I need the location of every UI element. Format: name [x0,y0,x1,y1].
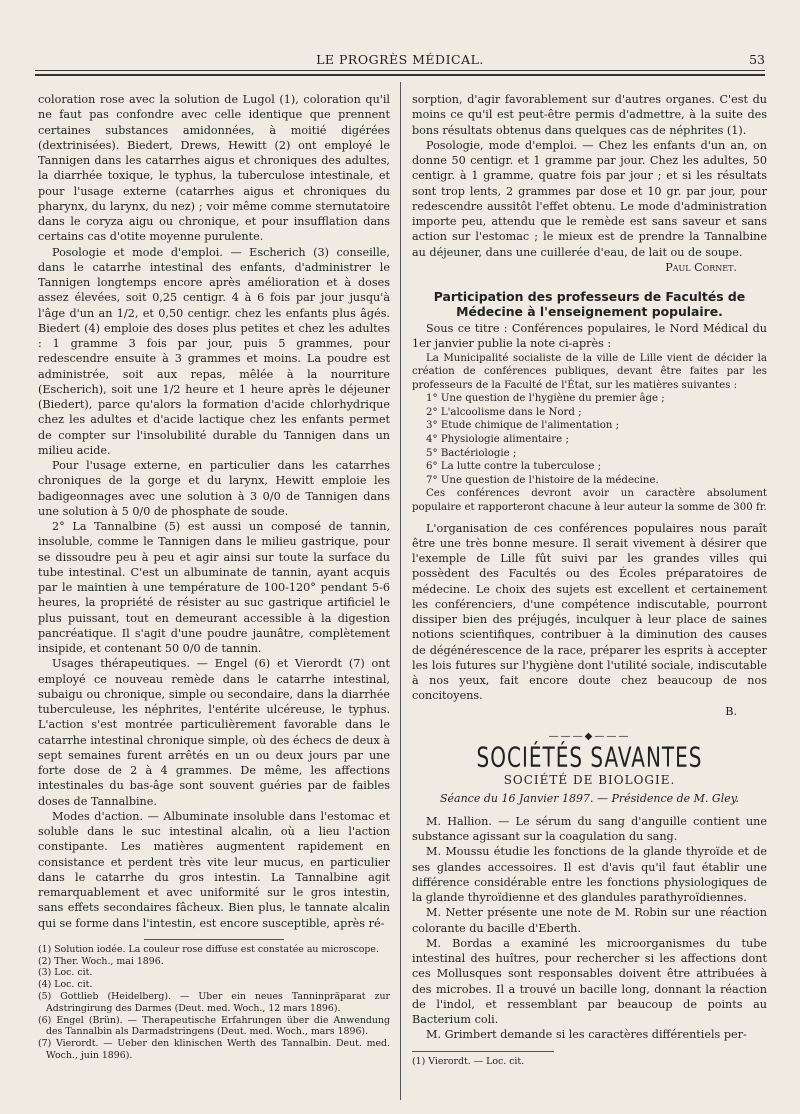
footnote: (6) Engel (Brün). — Therapeutische Erfahrungen über die Anwendung des Tannalbin als Darmadstringens (Deut. med. Woch., mars 1896). [38,1014,390,1038]
footnote-rule [412,1051,554,1052]
paragraph: Sous ce titre : Conférences populaires, le Nord Médical du 1er janvier publie la note ci-après : [412,322,767,351]
paragraph: sorption, d'agir favorablement sur d'autres organes. C'est du moins ce qu'il est peut-être permis d'admettre, à la suite des bons résultats obtenus dans quelques cas de néphrites (1). [412,93,767,137]
footnote: (1) Solution iodée. La couleur rose diffuse est constatée au microscope. [38,943,379,955]
left-column [38,92,390,1062]
footnote: (4) Loc. cit. [38,979,93,991]
list-item: 1° Une question de l'hygiène du premier âge ; [426,393,665,405]
footnote: (3) Loc. cit. [38,967,93,979]
entry: M. Hallion. — Le sérum du sang d'anguille contient une substance agissant sur la coagulation du sang. [412,814,767,844]
page-header [35,10,765,74]
paragraph: L'organisation de ces conférences populaires nous paraît être une très bonne mesure. Il serait vivement à désirer que l'exemple de Lille fût suivi par les grandes villes qui possèdent des Facultés ou des Écoles préparatoires de médecine. Le choix des sujets est excellent et certainement les conférenciers, d'une compétence indiscutable, pourront dissiper bien des préjugés, inculquer à leur place de saines notions scientifiques, contribuer à la diminution des causes de dégénérescence de la race, préparer les esprits à accepter les lois futures sur l'hygiène dont l'utilité sociale, indiscutable à nos yeux, fait encore doute chez beaucoup de nos concitoyens. [412,521,767,703]
header-rule-bottom [35,74,765,76]
paragraph: coloration rose avec la solution de Lugol (1), coloration qu'il ne faut pas confondre avec celle identique que prennent certaines substances amidonnées, à moitié digérées (dextrinisées). Biedert, Drews, Hewitt (2) ont employé le Tannigen dans les catarrhes aigus et chroniques des adultes, la diarrhée toxique, le typhus, la tuberculose intestinale, et pour l'usage externe (catarrhes aigus et chroniques du pharynx, du larynx, du nez) ; voir même comme sternutatoire dans le coryza aigu ou chronique, et pour insufflation dans certains cas d'otite moyenne purulente. [38,93,390,244]
list-item: 2° L'alcoolisme dans le Nord ; [426,406,582,418]
quoted-paragraph: La Municipalité socialiste de la ville de Lille vient de décider la création de conférences publiques, devant être faites par les professeurs de la Faculté de l'État, sur les matières suivantes : [412,352,767,391]
header-rule-top [35,70,765,71]
entry: M. Grimbert demande si les caractères différentiels per- [426,1028,747,1042]
paragraph: Pour l'usage externe, en particulier dans les catarrhes chroniques de la gorge et du larynx, Hewitt emploie les badigeonnages avec une solution à 3 0/0 de Tannigen dans une solution à 5 0/0 de phosphate de soude. [38,459,390,518]
entry: M. Moussu étudie les fonctions de la glande thyroïde et de ses glandes accessoires. Il est d'avis qu'il faut établir une différence considérable entre les fonctions physiologiques de la glande thyroïdienne et des glandules parathyroïdiennes. [412,845,767,905]
footnote: (7) Vierordt. — Ueber den klinischen Werth des Tannalbin. Deut. med. Woch., juin 1896). [38,1038,390,1061]
society-name: SOCIÉTÉ DE BIOLOGIE. [503,773,676,788]
list-item: 4° Physiologie alimentaire ; [426,434,569,446]
list-item: 3° Etude chimique de l'alimentation ; [426,420,620,432]
quoted-paragraph: Ces conférences devront avoir un caractère absolument populaire et rapporteront chacune à leur auteur la somme de 300 fr. [412,488,767,514]
session-line: Séance du 16 Janvier 1897. — Présidence de M. Gley. [439,791,739,805]
footnote: (5) Gottlieb (Heidelberg). — Uber ein neues Tanninpräparat zur Adstringirung des Darmes (Deut. med. Woch., 12 mars 1896). [38,990,390,1014]
entry: M. Bordas a examiné les microorganismes du tube intestinal des huîtres, pour rechercher si les affections dont ces Mollusques sont responsables doivent être attribuées à des microbes. Il a trouvé un bacille long, donnant la réaction de l'indol, et ressemblant par beaucoup de points au Bacterium coli. [412,936,767,1027]
footnote-rule [144,939,285,940]
list-item: 5° Bactériologie ; [426,447,517,459]
journal-title: LE PROGRÈS MÉDICAL. [316,52,484,67]
footnote: (2) Ther. Woch., mai 1896. [38,955,164,967]
right-column [412,92,767,1067]
footnote: (1) Vierordt. — Loc. cit. [412,1055,525,1067]
paragraph: Posologie et mode d'emploi. — Escherich (3) conseille, dans le catarrhe intestinal des enfants, d'administrer le Tannigen longtemps encore après amélioration et à doses assez élevées, soit 0,25 centigr. 4 à 6 fois par jour jusqu'à l'âge d'un an 1/2, et 0,50 centigr. chez les enfants plus âgés. Biedert (4) emploie des doses plus petites et chez les adultes : 1 gramme 3 fois par jour, puis 5 grammes, pour redescendre ensuite à 3 grammes et moins. La poudre est administrée, soit aux repas, mêlée à la nourriture (Escherich), soit une 1/2 heure et 1 heure après le déjeuner (Biedert), parce qu'alors la formation d'acide chlorhydrique chez les adultes et d'acide lactique chez les enfants permet de compter sur l'insolubilité durable du Tannigen dans un milieu acide. [38,245,390,457]
section-title: Participation des professeurs de Facultés de Médecine à l'enseignement populaire. [433,289,746,319]
paragraph: Modes d'action. — Albuminate insoluble dans l'estomac et soluble dans le suc intestinal alcalin, où a lieu l'action constipante. Les matières augmentent rapidement en consistance et perdent très vite leur mucus, en particulier dans le catarrhe du gros intestin. La Tannalbine agit remarquablement et avec uniformité sur le gros intestin, sans effets secondaires fâcheux. Bien plus, le tannate alcalin qui se forme dans l'intestin, est encore susceptible, après ré- [38,809,390,930]
paragraph: Posologie, mode d'emploi. — Chez les enfants d'un an, on donne 50 centigr. et 1 gramme par jour. Chez les adultes, 50 centigr. à 1 gramme, quatre fois par jour ; et si les résultats sont trop lents, 2 grammes par dose et 10 gr. par jour, pour redescendre aussitôt l'effet obtenu. Le mode d'administration importe peu, attendu que le remède est sans saveur et sans action sur l'estomac ; le mieux est de prendre la Tannalbine au déjeuner, dans une cuillerée d'eau, de lait ou de soupe. [412,138,767,259]
ornament-divider: ———◆——— [548,730,631,742]
footnotes [38,944,390,1062]
author-signature: Paul Cornet. [665,260,737,274]
paragraph: Usages thérapeutiques. — Engel (6) et Vierordt (7) ont employé ce nouveau remède dans le catarrhe intestinal, subaigu ou chronique, simple ou secondaire, dans la diarrhée tuberculeuse, les néphrites, l'entérite ulcéreuse, le typhus. L'action s'est montrée particulièrement favorable dans le catarrhe intestinal chronique simple, où des échecs de deux à sept semaines furent arrêtés en un ou deux jours par une forte dose de 2 à 4 grammes. De même, les affections intestinales du bas-âge sont souvent guéries par de faibles doses de Tannalbine. [38,657,390,808]
author-signature: B. [725,704,737,718]
column-divider [400,82,401,1100]
page-number: 53 [749,52,765,67]
entry: M. Netter présente une note de M. Robin sur une réaction colorante du bacille d'Eberth. [412,906,767,935]
section-heading: SOCIÉTÉS SAVANTES [476,740,703,774]
list-item: 7° Une question de l'histoire de la médecine. [426,474,659,486]
list-item: 6° La lutte contre la tuberculose ; [426,461,602,473]
paragraph: 2° La Tannalbine (5) est aussi un composé de tannin, insoluble, comme le Tannigen dans le milieu gastrique, pour se dissoudre peu à peu et agir ainsi sur toute la surface du tube intestinal. C'est un albuminate de tannin, ayant acquis par le maintien à une température de 100-120° pendant 5-6 heures, la propriété de résister au suc gastrique artificiel le plus puissant, tout en demeurant accessible à la digestion pancréatique. Il s'agit d'une poudre jaunâtre, complètement insipide, et contenant 50 0/0 de tannin. [38,520,390,655]
topic-list [412,392,767,487]
